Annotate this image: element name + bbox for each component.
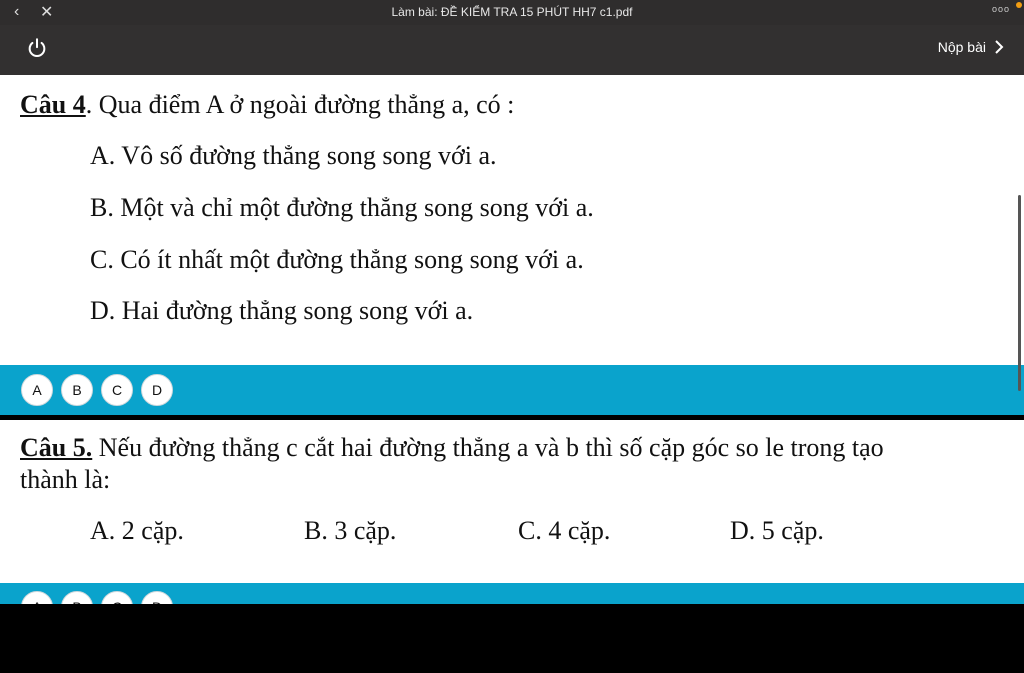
option-b: B. Một và chỉ một đường thẳng song song với a.	[90, 193, 594, 222]
answer-b-button[interactable]: B	[61, 374, 93, 406]
option-d: D. 5 cặp.	[730, 516, 824, 545]
question-label: Câu 5.	[20, 433, 93, 462]
option-c: C. Có ít nhất một đường thẳng song song với a.	[90, 245, 584, 274]
question-card-5	[0, 420, 1024, 583]
option-a: A. 2 cặp.	[90, 516, 184, 545]
chevron-right-icon	[994, 40, 1004, 54]
option-c: C. 4 cặp.	[518, 516, 611, 545]
more-icon[interactable]: ooo	[991, 4, 1010, 14]
answer-bar-4	[0, 365, 1024, 415]
close-icon[interactable]: ✕	[40, 4, 54, 21]
option-b: B. 3 cặp.	[304, 516, 397, 545]
question-card-4	[0, 75, 1024, 365]
option-d: D. Hai đường thẳng song song với a.	[90, 296, 474, 325]
toolbar	[0, 25, 1024, 75]
answer-d-button[interactable]: D	[141, 374, 173, 406]
chevron-left-icon[interactable]: ‹	[14, 3, 20, 20]
scrollbar[interactable]	[1018, 195, 1021, 391]
power-icon[interactable]	[26, 37, 48, 59]
submit-label: Nộp bài	[937, 39, 986, 55]
title-bar	[0, 0, 1024, 25]
question-text: Câu 4. Qua điểm A ở ngoài đường thẳng a, có :	[20, 90, 515, 119]
question-label: Câu 4	[20, 90, 86, 119]
document-title: Làm bài: ĐỀ KIỂM TRA 15 PHÚT HH7 c1.pdf	[391, 5, 633, 19]
submit-button[interactable]	[938, 39, 1004, 55]
answer-bar-5	[0, 583, 1024, 604]
question-text: Câu 5. Nếu đường thẳng c cắt hai đường thẳng a và b thì số cặp góc so le trong tạo thành là:	[20, 433, 884, 494]
notification-dot	[1016, 2, 1022, 8]
option-a: A. Vô số đường thẳng song song với a.	[90, 141, 497, 170]
answer-c-button[interactable]: C	[101, 374, 133, 406]
answer-a-button[interactable]: A	[21, 374, 53, 406]
empty-area	[0, 604, 1024, 673]
